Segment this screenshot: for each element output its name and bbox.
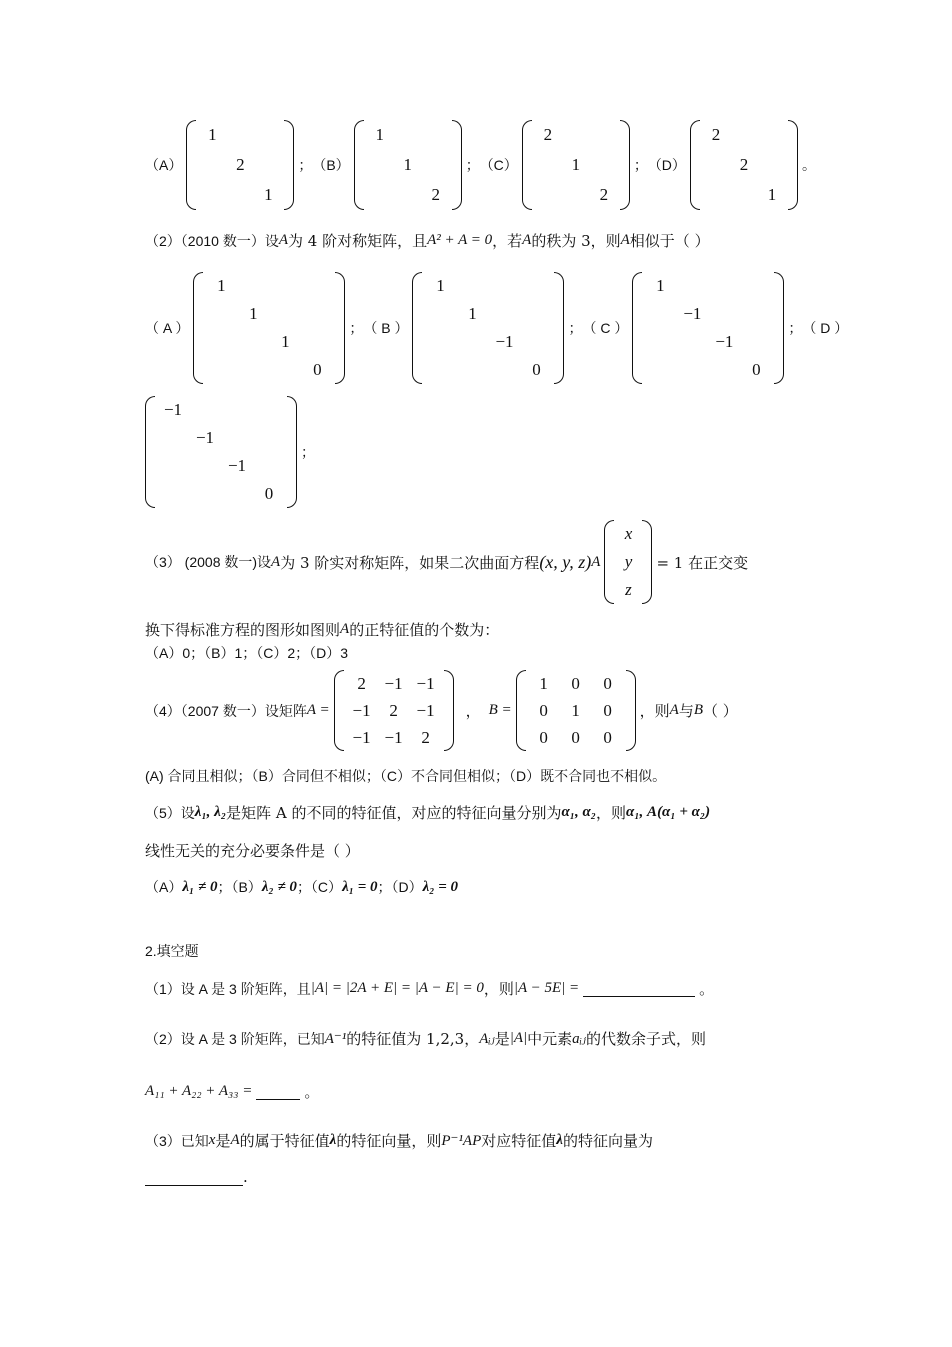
q1-option-a-label: （A） bbox=[145, 157, 183, 173]
fill-3-blank[interactable] bbox=[145, 1169, 243, 1186]
q2-option-b-matrix: 1 1 −1 0 bbox=[412, 272, 564, 384]
q4-matrix-a: 2 −1 −1 −1 2 −1 −1 −1 2 bbox=[334, 670, 454, 751]
fill-1-blank[interactable] bbox=[583, 980, 695, 997]
q1-option-b-label: （B） bbox=[312, 157, 350, 173]
q2-option-a-label: （ A ） bbox=[145, 320, 190, 336]
q1-option-a-matrix: 1 2 1 bbox=[186, 120, 294, 210]
q2-option-c-matrix: 1 −1 −1 0 bbox=[632, 272, 784, 384]
q4-options: (A) 合同且相似；（B）合同但不相似；（C）不合同但相似；（D）既不合同也不相似。 bbox=[145, 768, 667, 784]
q2-option-b-label: （ B ） bbox=[363, 320, 409, 336]
q2-options-row: （ A ） 1 1 1 0 ； （ B ） 1 1 −1 0 ； （ C ） 1 −1 −1 0 ； （ D ） bbox=[145, 272, 848, 384]
q1-options-row: （A） 1 2 1 ； （B） 1 1 2 ； （C） 2 1 2 ； （D） 2 2 1 。 bbox=[145, 120, 816, 210]
q4-statement: （4）（2007 数一）设矩阵 A = 2 −1 −1 −1 2 −1 −1 −1 2 ， B = 1 0 0 0 1 0 0 0 0 ，则 A 与 B （ ） bbox=[145, 670, 738, 751]
section-2-title: 2.填空题 bbox=[145, 943, 199, 959]
q5-line2: 线性无关的充分必要条件是（ ） bbox=[145, 842, 360, 860]
fill-3-line2: . bbox=[145, 1168, 248, 1186]
q3-options: （A）0；（B）1；（C）2；（D）3 bbox=[145, 645, 349, 661]
q1-option-d-matrix: 2 2 1 bbox=[690, 120, 798, 210]
q1-option-b-matrix: 1 1 2 bbox=[354, 120, 462, 210]
q4-matrix-b: 1 0 0 0 1 0 0 0 0 bbox=[516, 670, 636, 751]
q2-statement: （2）（2010 数一）设 A 为 4 阶对称矩阵，且 A² + A = 0 ，若 A 的秩为 3，则 A 相似于（ ） bbox=[145, 232, 710, 250]
q2-option-d-matrix: −1 −1 −1 0 bbox=[145, 396, 297, 508]
q1-option-c-matrix: 2 1 2 bbox=[522, 120, 630, 210]
q3-line2: 换下得标准方程的图形如图则 A 的正特征值的个数为： bbox=[145, 621, 500, 639]
q2-option-a-matrix: 1 1 1 0 bbox=[193, 272, 345, 384]
q5-options: （A） λ₁ ≠ 0 ；（B） λ₂ ≠ 0 ；（C） λ₁ = 0 ；（D） λ₂ = 0 bbox=[145, 878, 459, 895]
fill-2-blank[interactable] bbox=[256, 1083, 300, 1100]
q3-column-vector: x y z bbox=[604, 520, 652, 604]
fill-1: （1）设 A 是 3 阶矩阵，且 |A| = |2A + E| = |A − E| = 0 ，则 |A − 5E| = 。 bbox=[145, 980, 715, 998]
fill-2: （2）设 A 是 3 阶矩阵，已知 A⁻¹ 的特征值为 1,2,3， Aᵢⱼ 是 |A| 中元素 aᵢⱼ 的代数余子式，则 bbox=[145, 1030, 707, 1048]
q2-option-d-label: （ D ） bbox=[802, 320, 849, 336]
q2-option-c-label: （ C ） bbox=[582, 320, 629, 336]
q5-statement: （5）设 λ₁, λ₂ 是矩阵 A 的不同的特征值，对应的特征向量分别为 α₁, α₂ ，则 α₁, A(α₁ + α₂) bbox=[145, 804, 711, 822]
q1-option-c-label: （C） bbox=[479, 157, 518, 173]
q1-option-d-label: （D） bbox=[647, 157, 686, 173]
fill-3: （3）已知 x 是 A 的属于特征值 λ 的特征向量，则 P⁻¹AP 对应特征值 λ 的特征向量为 bbox=[145, 1132, 653, 1150]
fill-2-line2: A₁₁ + A₂₂ + A₃₃ = 。 bbox=[145, 1083, 320, 1101]
q3-statement: （3） (2008 数一)设 A 为 3 阶实对称矩阵，如果二次曲面方程 (x, y, z) A x y z = 1 在正交变 bbox=[145, 520, 748, 604]
q2-option-d-row: −1 −1 −1 0 ； bbox=[145, 396, 315, 508]
